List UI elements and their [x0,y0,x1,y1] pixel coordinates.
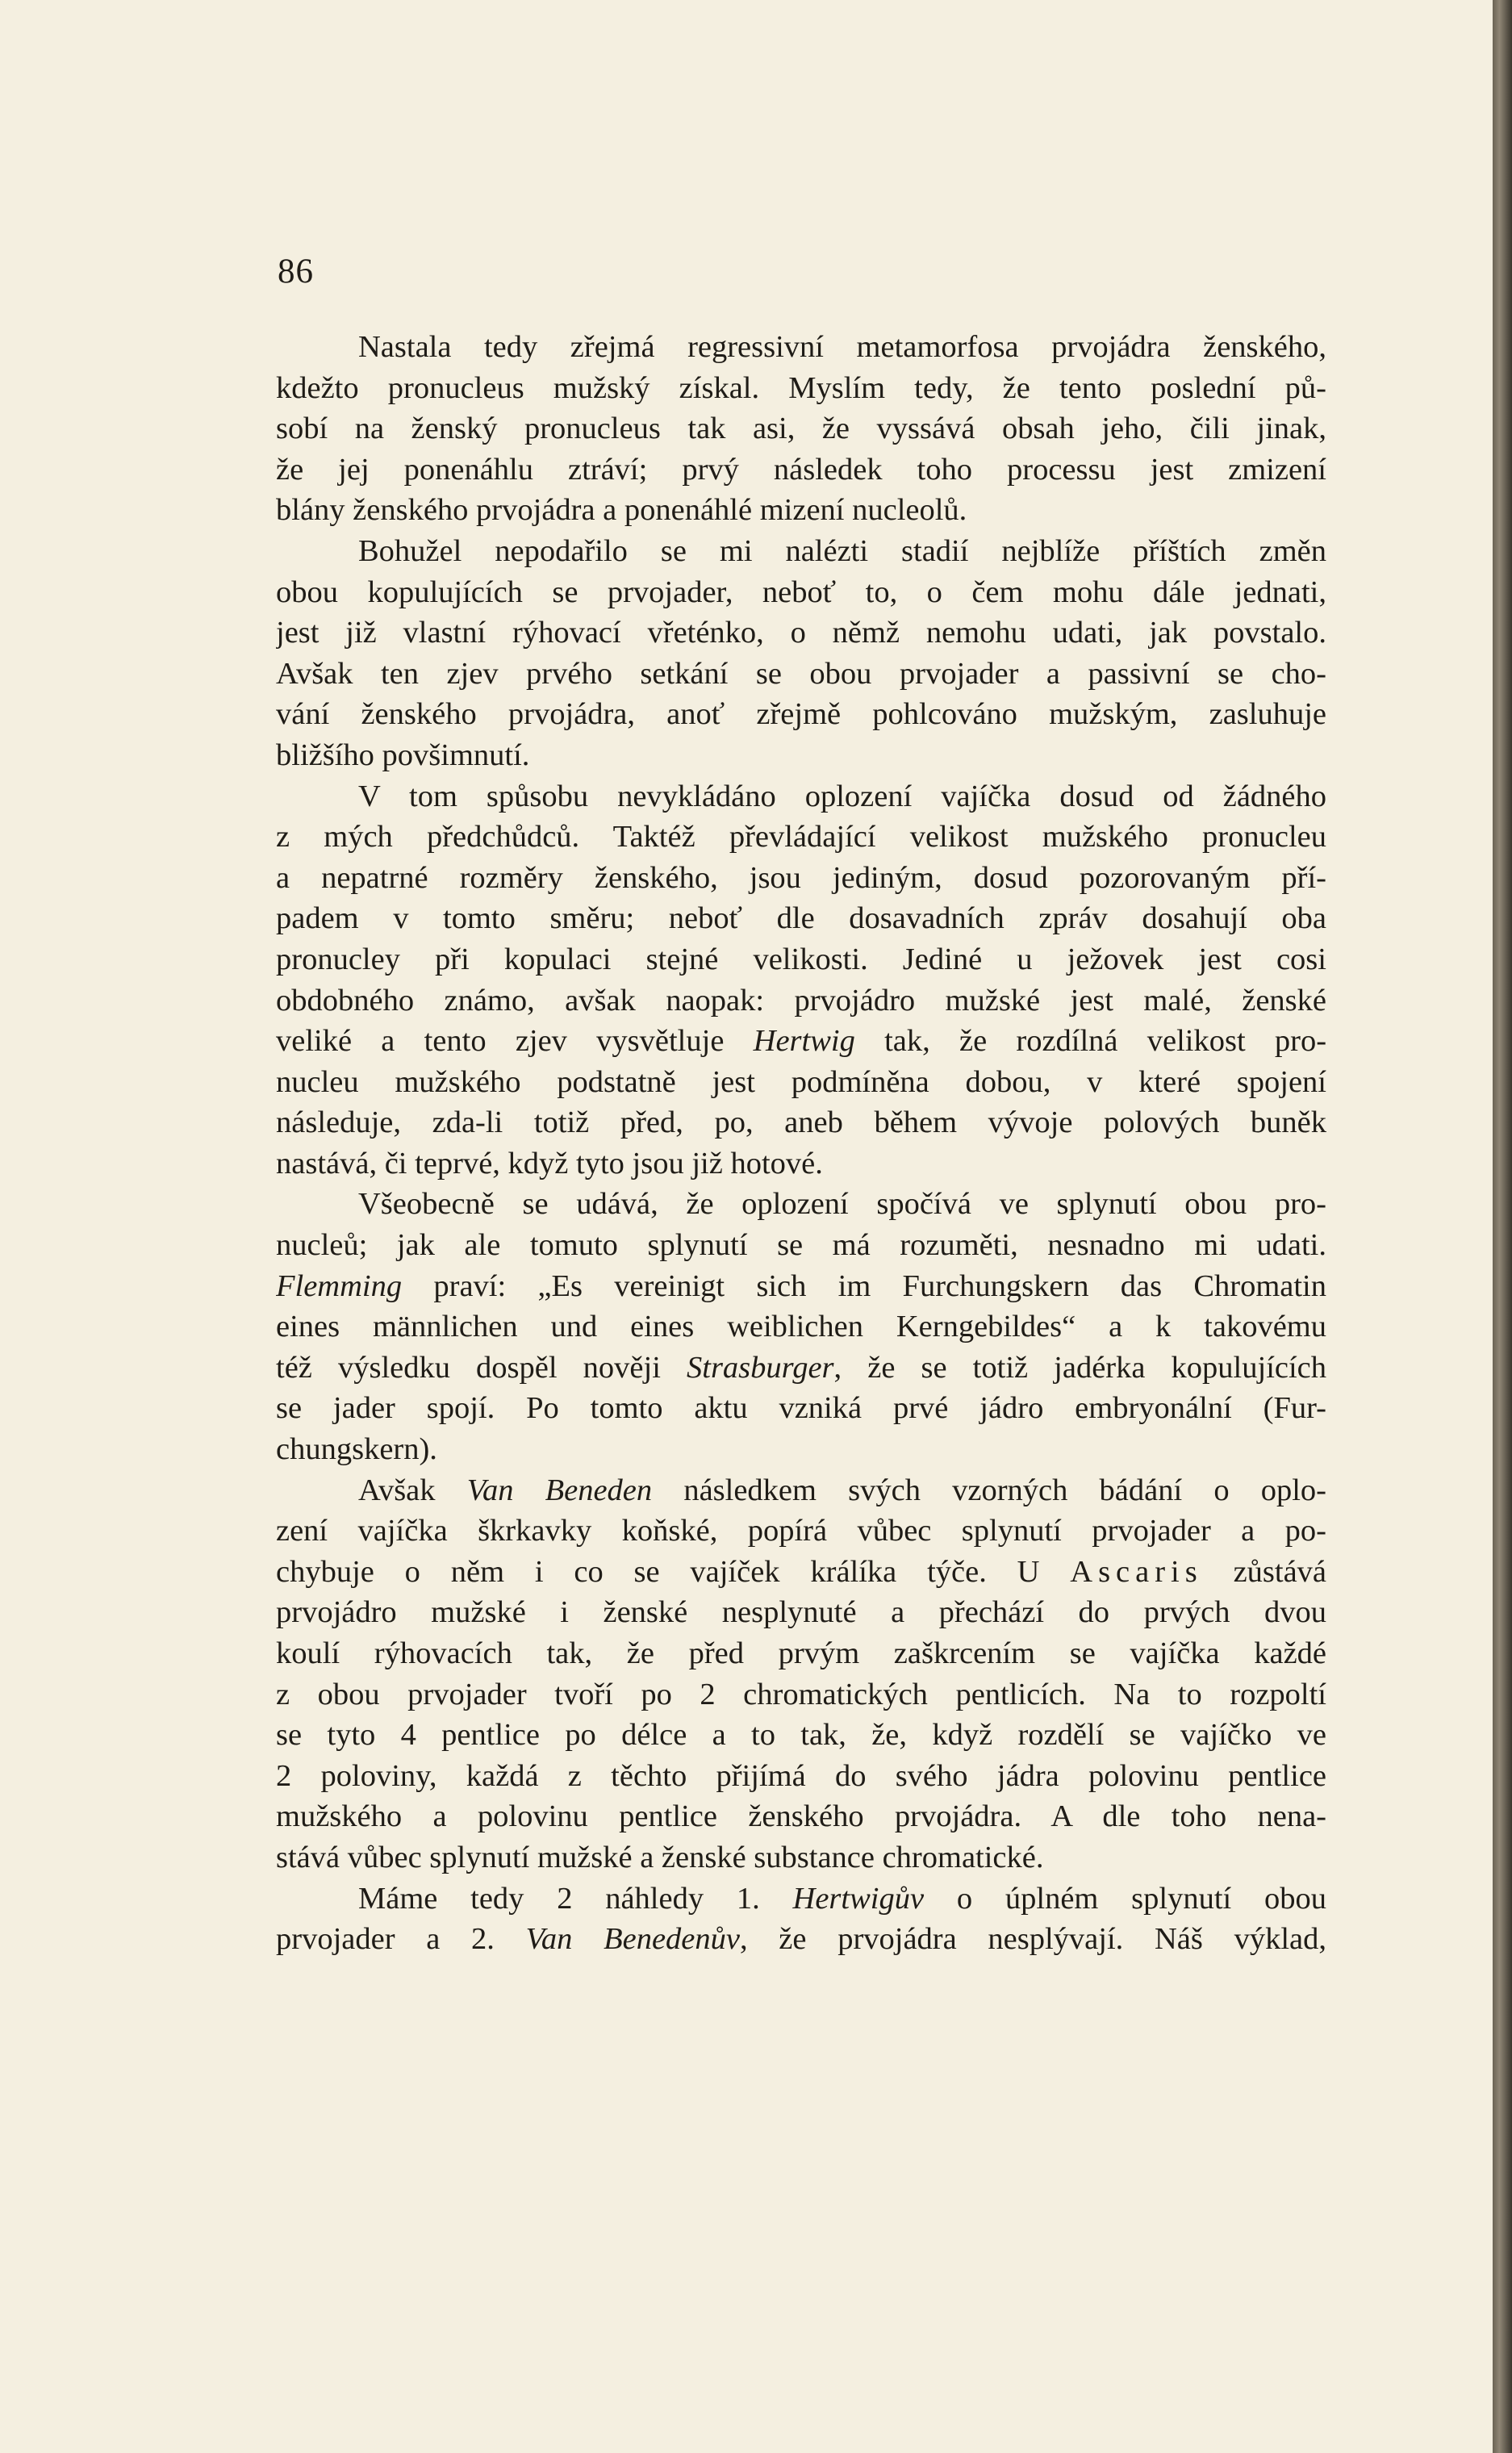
text-line: blány ženského prvojádra a ponenáhlé mizení nucleolů. [276,493,967,528]
text-line: a nepatrné rozměry ženského, jsou jediným, dosud pozorovaným pří- [276,860,1326,895]
text-fragment: , že prvojádra nesplývají. Náš výklad, [739,1922,1326,1957]
text-line: nastává, či teprvé, když tyto jsou již hotové. [276,1146,823,1181]
text-line: mužského a polovinu pentlice ženského prvojádra. A dle toho nena- [276,1799,1326,1834]
text-line: Všeobecně se udává, že oplození spočívá ve splynutí obou pro- [358,1187,1326,1222]
text-line: padem v tomto směru; neboť dle dosavadních zpráv dosahují oba [276,901,1326,936]
text-line [276,1266,1326,1307]
text-fragment: prvojader a 2. [276,1922,495,1957]
text-line [276,1878,1326,1920]
text-line: Bohužel nepodařilo se mi nalézti stadií nejblíže příštích změn [358,533,1326,568]
text-line [276,1021,1326,1062]
text-line: obdobného známo, avšak naopak: prvojádro mužské jest malé, ženské [276,983,1326,1018]
text-fragment: o úplném splynutí obou [956,1881,1326,1916]
text-line: zení vajíčka škrkavky koňské, popírá vůbec splynutí prvojader a po- [276,1514,1326,1548]
text-line: z obou prvojader tvoří po 2 chromatických pentlicích. Na to rozpoltí [276,1677,1326,1711]
page-edge [1493,0,1512,2453]
text-line: nucleu mužského podstatně jest podmíněna dobou, v které spojení [276,1064,1326,1099]
author-name: Flemming [276,1268,403,1303]
page-number: 86 [278,253,314,290]
text-fragment: Avšak [358,1473,436,1507]
text-line: stává vůbec splynutí mužské a ženské substance chromatické. [276,1840,1044,1874]
text-line: jest již vlastní rýhovací vřeténko, o němž nemohu udati, jak povstalo. [276,616,1326,650]
body-text [276,327,1326,1960]
text-line [276,1919,1326,1960]
text-line: vání ženského prvojádra, anoť zřejmě pohlcováno mužským, zasluhuje [276,697,1326,732]
text-fragment: praví: „Es vereinigt sich im Furchungskern das Chromatin [433,1268,1326,1303]
author-name: Hertwig [753,1024,855,1059]
text-line: následuje, zda-li totiž před, po, aneb během vývoje polových buněk [276,1105,1326,1140]
text-line: nucleů; jak ale tomuto splynutí se má rozuměti, nesnadno mi udati. [276,1228,1326,1263]
text-fragment: též výsledku dospěl nověji [276,1350,661,1385]
author-name: Hertwigův [792,1881,925,1916]
text-line: obou kopulujících se prvojader, neboť to, o čem mohu dále jednati, [276,575,1326,609]
text-line: pronucley při kopulaci stejné velikosti. Jediné u ježovek jest cosi [276,942,1326,976]
text-line: Nastala tedy zřejmá regressivní metamorfosa prvojádra ženského, [358,330,1326,364]
text-line [276,1552,1326,1593]
author-name: Strasburger [687,1350,834,1385]
genus-name: Ascaris [1070,1554,1203,1589]
text-fragment: , že se totiž jadérka kopulujících [833,1350,1326,1385]
text-line: V tom spůsobu nevykládáno oplození vajíčka dosud od žádného [358,779,1326,813]
text-fragment: chybuje o něm i co se vajíček králíka týče. U [276,1554,1040,1589]
text-fragment: Máme tedy 2 náhledy 1. [358,1881,760,1916]
text-line [276,1348,1326,1389]
text-line [276,1470,1326,1511]
text-line: Avšak ten zjev prvého setkání se obou prvojader a passivní se cho- [276,656,1326,691]
text-fragment: tak, že rozdílná velikost pro- [884,1024,1326,1059]
author-name: Van Beneden [466,1473,653,1507]
text-line: z mých předchůdců. Taktéž převládající velikost mužského pronucleu [276,820,1326,855]
text-fragment: zůstává [1233,1554,1326,1589]
text-line: se jader spojí. Po tomto aktu vzniká prvé jádro embryonální (Fur- [276,1391,1326,1426]
text-line: se tyto 4 pentlice po délce a to tak, že, když rozdělí se vajíčko ve [276,1718,1326,1753]
text-line: eines männlichen und eines weiblichen Kerngebildes“ a k takovému [276,1310,1326,1344]
text-fragment: následkem svých vzorných bádání o oplo- [683,1473,1326,1507]
text-line: prvojádro mužské i ženské nesplynuté a přechází do prvých dvou [276,1595,1326,1630]
text-line: bližšího povšimnutí. [276,738,530,772]
text-line: chungskern). [276,1432,437,1467]
text-line: sobí na ženský pronucleus tak asi, že vyssává obsah jeho, čili jinak, [276,412,1326,446]
text-line: kdežto pronucleus mužský získal. Myslím tedy, že tento poslední pů- [276,370,1326,405]
text-fragment: veliké a tento zjev vysvětluje [276,1024,725,1059]
text-line: 2 poloviny, každá z těchto přijímá do svého jádra polovinu pentlice [276,1758,1326,1793]
text-line: že jej ponenáhlu ztráví; prvý následek toho processu jest zmizení [276,452,1326,487]
author-name: Van Benedenův [525,1922,740,1957]
text-line: koulí rýhovacích tak, že před prvým zaškrcením se vajíčka každé [276,1636,1326,1670]
